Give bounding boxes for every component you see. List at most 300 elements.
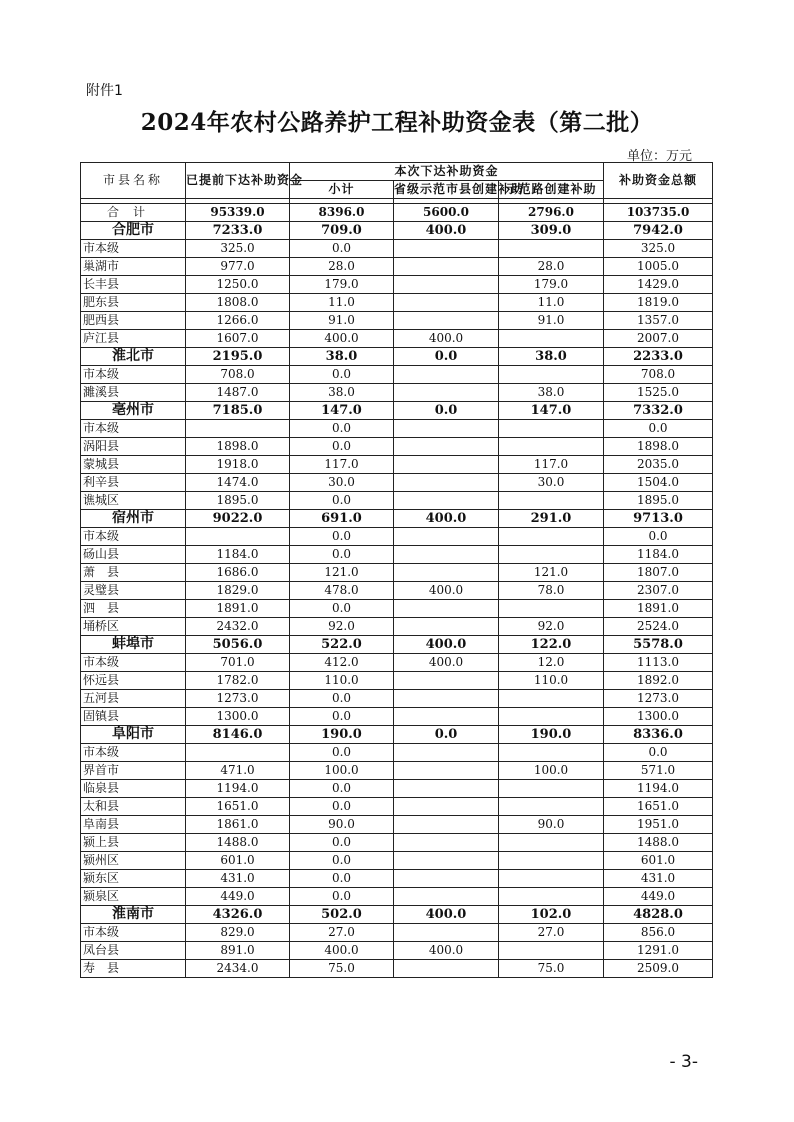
county-demo-road-cell [499,366,604,384]
county-demo-road-cell: 110.0 [499,672,604,690]
county-subtotal-cell: 0.0 [290,852,394,870]
county-prior-cell: 431.0 [186,870,290,888]
city-name-cell: 蚌埠市 [81,636,186,654]
county-prior-cell: 1474.0 [186,474,290,492]
city-total-cell: 8336.0 [604,726,713,744]
header-current-group: 本次下达补助资金 [290,163,604,181]
county-name-cell: 市本级 [81,240,186,258]
county-provincial-cell [394,420,499,438]
city-demo-road-cell: 291.0 [499,510,604,528]
county-provincial-cell [394,600,499,618]
county-provincial-cell [394,546,499,564]
county-row [81,546,713,564]
county-row [81,942,713,960]
county-provincial-cell [394,312,499,330]
county-name-cell: 市本级 [81,420,186,438]
city-subtotal-cell: 190.0 [290,726,394,744]
county-name-cell: 五河县 [81,690,186,708]
county-name-cell: 市本级 [81,654,186,672]
city-total-cell: 5578.0 [604,636,713,654]
county-prior-cell: 1607.0 [186,330,290,348]
county-name-cell: 颍泉区 [81,888,186,906]
county-subtotal-cell: 0.0 [290,870,394,888]
county-subtotal-cell: 75.0 [290,960,394,978]
county-provincial-cell [394,852,499,870]
county-name-cell: 庐江县 [81,330,186,348]
county-demo-road-cell: 179.0 [499,276,604,294]
city-provincial-cell: 0.0 [394,402,499,420]
county-row [81,492,713,510]
county-total-cell: 1525.0 [604,384,713,402]
county-prior-cell: 1898.0 [186,438,290,456]
city-name-cell: 亳州市 [81,402,186,420]
county-name-cell: 凤台县 [81,942,186,960]
county-subtotal-cell: 28.0 [290,258,394,276]
city-provincial-cell: 400.0 [394,222,499,240]
county-name-cell: 市本级 [81,528,186,546]
county-total-cell: 1184.0 [604,546,713,564]
county-name-cell: 巢湖市 [81,258,186,276]
city-total-cell: 4828.0 [604,906,713,924]
county-prior-cell: 829.0 [186,924,290,942]
county-total-cell: 1504.0 [604,474,713,492]
county-total-cell: 571.0 [604,762,713,780]
county-subtotal-cell: 0.0 [290,600,394,618]
city-demo-road-cell: 309.0 [499,222,604,240]
header-prior: 已提前下达补助资金 [186,163,290,199]
county-subtotal-cell: 38.0 [290,384,394,402]
county-row [81,618,713,636]
county-provincial-cell [394,294,499,312]
county-provincial-cell [394,924,499,942]
county-provincial-cell [394,672,499,690]
county-total-cell: 601.0 [604,852,713,870]
subsidy-table [80,162,713,978]
city-demo-road-cell: 38.0 [499,348,604,366]
county-subtotal-cell: 0.0 [290,528,394,546]
county-total-cell: 0.0 [604,744,713,762]
city-row [81,510,713,528]
county-subtotal-cell: 412.0 [290,654,394,672]
county-provincial-cell [394,528,499,546]
county-subtotal-cell: 0.0 [290,780,394,798]
city-row [81,726,713,744]
county-name-cell: 界首市 [81,762,186,780]
county-row [81,672,713,690]
county-demo-road-cell [499,690,604,708]
county-prior-cell: 1300.0 [186,708,290,726]
county-provincial-cell [394,870,499,888]
county-provincial-cell [394,276,499,294]
city-name-cell: 宿州市 [81,510,186,528]
header-demo-road: 示范路创建补助 [499,181,604,199]
county-subtotal-cell: 0.0 [290,420,394,438]
grand-total-provincial: 5600.0 [394,204,499,222]
county-provincial-cell [394,816,499,834]
county-prior-cell: 1488.0 [186,834,290,852]
city-total-cell: 9713.0 [604,510,713,528]
county-name-cell: 谯城区 [81,492,186,510]
county-subtotal-cell: 121.0 [290,564,394,582]
county-total-cell: 0.0 [604,528,713,546]
county-row [81,816,713,834]
county-provincial-cell [394,456,499,474]
city-subtotal-cell: 709.0 [290,222,394,240]
county-total-cell: 2524.0 [604,618,713,636]
county-name-cell: 肥东县 [81,294,186,312]
county-prior-cell: 701.0 [186,654,290,672]
county-subtotal-cell: 0.0 [290,546,394,564]
city-provincial-cell: 0.0 [394,348,499,366]
county-provincial-cell: 400.0 [394,942,499,960]
county-row [81,780,713,798]
city-subtotal-cell: 147.0 [290,402,394,420]
county-subtotal-cell: 478.0 [290,582,394,600]
county-prior-cell: 601.0 [186,852,290,870]
county-row [81,924,713,942]
county-provincial-cell [394,384,499,402]
county-row [81,384,713,402]
county-provincial-cell: 400.0 [394,330,499,348]
county-provincial-cell [394,240,499,258]
county-name-cell: 颍东区 [81,870,186,888]
county-name-cell: 临泉县 [81,780,186,798]
county-prior-cell: 1686.0 [186,564,290,582]
county-subtotal-cell: 117.0 [290,456,394,474]
county-row [81,240,713,258]
county-name-cell: 寿 县 [81,960,186,978]
county-prior-cell: 1250.0 [186,276,290,294]
county-subtotal-cell: 100.0 [290,762,394,780]
county-total-cell: 1892.0 [604,672,713,690]
page-title: 2024年农村公路养护工程补助资金表（第二批） [140,109,654,136]
city-demo-road-cell: 122.0 [499,636,604,654]
county-provincial-cell [394,438,499,456]
county-demo-road-cell [499,852,604,870]
county-demo-road-cell: 38.0 [499,384,604,402]
county-prior-cell: 1487.0 [186,384,290,402]
county-demo-road-cell [499,798,604,816]
county-total-cell: 2007.0 [604,330,713,348]
county-row [81,564,713,582]
county-row [81,960,713,978]
table-body [81,199,713,978]
county-name-cell: 砀山县 [81,546,186,564]
county-name-cell: 太和县 [81,798,186,816]
city-row [81,402,713,420]
county-demo-road-cell: 11.0 [499,294,604,312]
header-name: 市县名称 [81,163,186,199]
city-prior-cell: 9022.0 [186,510,290,528]
county-name-cell: 市本级 [81,744,186,762]
county-subtotal-cell: 0.0 [290,366,394,384]
county-total-cell: 2307.0 [604,582,713,600]
county-total-cell: 1194.0 [604,780,713,798]
header-subtotal: 小计 [290,181,394,199]
county-row [81,456,713,474]
city-prior-cell: 5056.0 [186,636,290,654]
county-provincial-cell [394,762,499,780]
county-total-cell: 1898.0 [604,438,713,456]
county-demo-road-cell [499,528,604,546]
county-name-cell: 灵璧县 [81,582,186,600]
county-demo-road-cell: 12.0 [499,654,604,672]
city-provincial-cell: 400.0 [394,636,499,654]
grand-total-subtotal: 8396.0 [290,204,394,222]
county-row [81,420,713,438]
county-prior-cell: 708.0 [186,366,290,384]
header-total: 补助资金总额 [604,163,713,199]
county-demo-road-cell [499,240,604,258]
county-demo-road-cell: 30.0 [499,474,604,492]
county-demo-road-cell: 121.0 [499,564,604,582]
county-total-cell: 1488.0 [604,834,713,852]
county-demo-road-cell [499,330,604,348]
county-row [81,690,713,708]
county-row [81,330,713,348]
county-total-cell: 1895.0 [604,492,713,510]
county-prior-cell: 325.0 [186,240,290,258]
county-name-cell: 颍上县 [81,834,186,852]
city-total-cell: 7942.0 [604,222,713,240]
city-provincial-cell: 400.0 [394,906,499,924]
county-name-cell: 阜南县 [81,816,186,834]
county-subtotal-cell: 0.0 [290,690,394,708]
county-name-cell: 蒙城县 [81,456,186,474]
county-subtotal-cell: 91.0 [290,312,394,330]
county-total-cell: 1273.0 [604,690,713,708]
county-row [81,312,713,330]
county-total-cell: 431.0 [604,870,713,888]
county-demo-road-cell [499,780,604,798]
county-total-cell: 1113.0 [604,654,713,672]
county-provincial-cell [394,492,499,510]
city-prior-cell: 4326.0 [186,906,290,924]
county-total-cell: 449.0 [604,888,713,906]
attachment-label: 附件1 [86,83,123,99]
county-total-cell: 1819.0 [604,294,713,312]
county-demo-road-cell [499,600,604,618]
city-name-cell: 合肥市 [81,222,186,240]
county-total-cell: 1300.0 [604,708,713,726]
county-row [81,762,713,780]
county-demo-road-cell [499,420,604,438]
city-row [81,636,713,654]
city-prior-cell: 7185.0 [186,402,290,420]
county-total-cell: 1891.0 [604,600,713,618]
county-provincial-cell [394,888,499,906]
county-name-cell: 埇桥区 [81,618,186,636]
city-row [81,906,713,924]
county-subtotal-cell: 0.0 [290,240,394,258]
city-subtotal-cell: 502.0 [290,906,394,924]
county-total-cell: 1429.0 [604,276,713,294]
county-total-cell: 1651.0 [604,798,713,816]
county-prior-cell: 1651.0 [186,798,290,816]
county-prior-cell: 1808.0 [186,294,290,312]
county-prior-cell: 1273.0 [186,690,290,708]
county-total-cell: 325.0 [604,240,713,258]
county-demo-road-cell: 75.0 [499,960,604,978]
county-prior-cell: 1782.0 [186,672,290,690]
county-prior-cell: 1266.0 [186,312,290,330]
city-name-cell: 淮南市 [81,906,186,924]
grand-total-amount: 103735.0 [604,204,713,222]
city-subtotal-cell: 38.0 [290,348,394,366]
county-prior-cell: 1918.0 [186,456,290,474]
county-provincial-cell [394,618,499,636]
county-demo-road-cell [499,744,604,762]
county-row [81,798,713,816]
county-name-cell: 长丰县 [81,276,186,294]
county-demo-road-cell [499,870,604,888]
county-prior-cell: 977.0 [186,258,290,276]
county-prior-cell: 2432.0 [186,618,290,636]
county-prior-cell: 1829.0 [186,582,290,600]
grand-total-row [81,204,713,222]
county-row [81,852,713,870]
county-subtotal-cell: 90.0 [290,816,394,834]
county-demo-road-cell: 100.0 [499,762,604,780]
county-row [81,870,713,888]
county-prior-cell: 1891.0 [186,600,290,618]
county-provincial-cell [394,744,499,762]
county-total-cell: 708.0 [604,366,713,384]
county-subtotal-cell: 400.0 [290,942,394,960]
county-provincial-cell: 400.0 [394,654,499,672]
city-provincial-cell: 0.0 [394,726,499,744]
county-demo-road-cell [499,942,604,960]
county-prior-cell [186,528,290,546]
county-row [81,474,713,492]
county-subtotal-cell: 0.0 [290,492,394,510]
county-prior-cell: 449.0 [186,888,290,906]
county-provincial-cell [394,798,499,816]
county-provincial-cell: 400.0 [394,582,499,600]
county-demo-road-cell [499,708,604,726]
city-demo-road-cell: 147.0 [499,402,604,420]
county-subtotal-cell: 30.0 [290,474,394,492]
county-subtotal-cell: 11.0 [290,294,394,312]
county-name-cell: 颍州区 [81,852,186,870]
city-total-cell: 2233.0 [604,348,713,366]
city-subtotal-cell: 522.0 [290,636,394,654]
county-name-cell: 利辛县 [81,474,186,492]
county-row [81,744,713,762]
county-row [81,888,713,906]
county-demo-road-cell: 78.0 [499,582,604,600]
county-total-cell: 2035.0 [604,456,713,474]
county-demo-road-cell: 91.0 [499,312,604,330]
city-provincial-cell: 400.0 [394,510,499,528]
county-name-cell: 怀远县 [81,672,186,690]
county-prior-cell [186,744,290,762]
county-prior-cell: 1861.0 [186,816,290,834]
county-total-cell: 2509.0 [604,960,713,978]
county-provincial-cell [394,258,499,276]
city-demo-road-cell: 190.0 [499,726,604,744]
county-prior-cell: 2434.0 [186,960,290,978]
county-prior-cell: 1895.0 [186,492,290,510]
grand-total-label: 合计 [81,204,186,222]
county-row [81,438,713,456]
county-row [81,654,713,672]
county-row [81,258,713,276]
county-total-cell: 1291.0 [604,942,713,960]
city-name-cell: 淮北市 [81,348,186,366]
city-subtotal-cell: 691.0 [290,510,394,528]
county-total-cell: 1005.0 [604,258,713,276]
county-subtotal-cell: 0.0 [290,744,394,762]
city-prior-cell: 2195.0 [186,348,290,366]
county-subtotal-cell: 0.0 [290,888,394,906]
county-subtotal-cell: 92.0 [290,618,394,636]
county-prior-cell: 471.0 [186,762,290,780]
county-prior-cell [186,420,290,438]
county-prior-cell: 1184.0 [186,546,290,564]
county-provincial-cell [394,780,499,798]
city-demo-road-cell: 102.0 [499,906,604,924]
county-demo-road-cell [499,438,604,456]
county-name-cell: 市本级 [81,366,186,384]
city-prior-cell: 8146.0 [186,726,290,744]
county-demo-road-cell: 92.0 [499,618,604,636]
county-subtotal-cell: 0.0 [290,834,394,852]
county-subtotal-cell: 0.0 [290,798,394,816]
county-name-cell: 肥西县 [81,312,186,330]
county-demo-road-cell: 117.0 [499,456,604,474]
county-provincial-cell [394,690,499,708]
city-row [81,348,713,366]
county-name-cell: 固镇县 [81,708,186,726]
county-subtotal-cell: 400.0 [290,330,394,348]
county-row [81,294,713,312]
county-row [81,708,713,726]
city-name-cell: 阜阳市 [81,726,186,744]
county-total-cell: 1807.0 [604,564,713,582]
grand-total-demo-road: 2796.0 [499,204,604,222]
county-demo-road-cell [499,546,604,564]
county-name-cell: 泗 县 [81,600,186,618]
county-row [81,600,713,618]
county-subtotal-cell: 0.0 [290,708,394,726]
county-prior-cell: 891.0 [186,942,290,960]
county-row [81,276,713,294]
county-provincial-cell [394,960,499,978]
county-name-cell: 萧 县 [81,564,186,582]
county-provincial-cell [394,474,499,492]
county-demo-road-cell [499,492,604,510]
city-total-cell: 7332.0 [604,402,713,420]
county-total-cell: 856.0 [604,924,713,942]
county-provincial-cell [394,564,499,582]
county-provincial-cell [394,366,499,384]
unit-label: 单位：万元 [626,149,692,164]
county-demo-road-cell: 28.0 [499,258,604,276]
county-demo-road-cell [499,888,604,906]
county-subtotal-cell: 179.0 [290,276,394,294]
county-name-cell: 涡阳县 [81,438,186,456]
county-subtotal-cell: 110.0 [290,672,394,690]
county-row [81,366,713,384]
county-name-cell: 濉溪县 [81,384,186,402]
county-row [81,582,713,600]
county-total-cell: 0.0 [604,420,713,438]
header-provincial: 省级示范市县创建补助 [394,181,499,199]
county-demo-road-cell: 90.0 [499,816,604,834]
county-demo-road-cell: 27.0 [499,924,604,942]
county-demo-road-cell [499,834,604,852]
